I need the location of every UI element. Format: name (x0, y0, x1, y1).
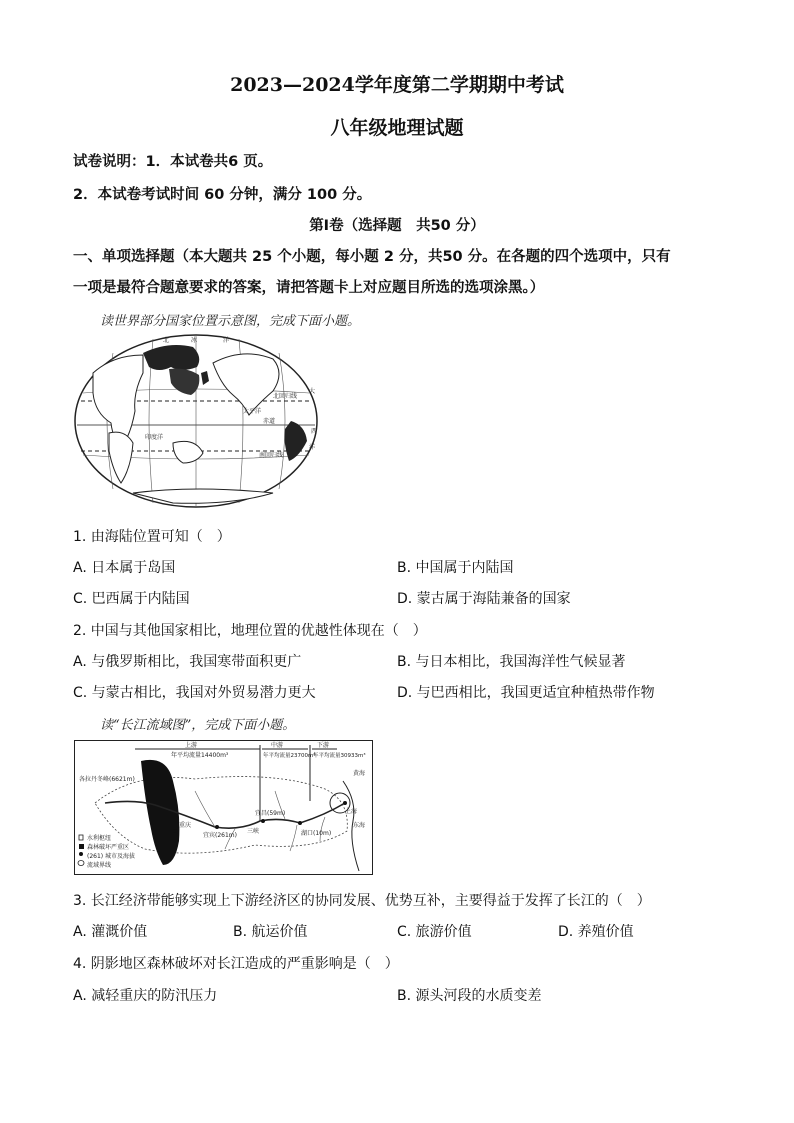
section-intro-line-1: 一、单项选择题（本大题共 25 个小题，每小题 2 分，共50 分。在各题的四个选项中，只有 (73, 249, 671, 265)
q1-option-d[interactable]: D. 蒙古属于海陆兼备的国家 (397, 591, 571, 607)
map-label-indian: 印度洋 (145, 434, 164, 441)
question-2-stem: 2. 中国与其他国家相比，地理位置的优越性体现在（ ） (73, 623, 427, 639)
group2-hint: 读“长江流域图”，完成下面小题。 (100, 718, 296, 733)
label-middle: 中游 (271, 742, 284, 749)
instruction-line-1: 试卷说明：1．本试卷共6 页。 (73, 154, 273, 170)
label-sanxia: 三峡 (247, 828, 260, 835)
label-flow-middle: 年平均流量23700m³ (263, 753, 316, 759)
q3-option-b[interactable]: B. 航运价值 (233, 924, 308, 940)
yangtze-map-figure (74, 740, 373, 875)
label-flow-upper: 年平均流量14400m³ (171, 752, 229, 759)
map-label-equator: 赤道 (263, 418, 276, 425)
label-yellow-sea: 黄海 (353, 770, 366, 777)
q2-option-d[interactable]: D. 与巴西相比，我国更适宜种植热带作物 (397, 685, 655, 701)
label-peak: 各拉丹冬峰(6621m) (79, 776, 135, 783)
label-chongqing: 重庆 (179, 822, 192, 829)
instruction-line-2: 2．本试卷考试时间 60 分钟，满分 100 分。 (73, 187, 372, 203)
q2-option-b[interactable]: B. 与日本相比，我国海洋性气候显著 (397, 654, 626, 670)
label-yibin: 宜宾(261m) (203, 832, 237, 839)
label-upper: 上游 (185, 742, 198, 749)
q1-option-a[interactable]: A. 日本属于岛国 (73, 560, 176, 576)
exam-title: 2023—2024学年度第二学期期中考试 (230, 74, 564, 96)
group1-hint: 读世界部分国家位置示意图，完成下面小题。 (100, 314, 361, 329)
world-map-figure (73, 333, 320, 509)
q4-option-a[interactable]: A. 减轻重庆的防汛压力 (73, 988, 218, 1004)
question-1-stem: 1. 由海陆位置可知（ ） (73, 529, 231, 545)
label-yichang: 宜昌(59m) (255, 810, 286, 817)
q3-option-c[interactable]: C. 旅游价值 (397, 924, 472, 940)
map-label-bing: 冰 (191, 337, 198, 344)
section-intro-line-2: 一项是最符合题意要求的答案，请把答题卡上对应题目所选的选项涂黑。） (73, 280, 545, 296)
label-shanghai: 上海 (345, 808, 358, 815)
legend-city: (261) 城市及海拔 (87, 853, 136, 860)
legend-dam: 水利枢纽 (87, 835, 112, 842)
label-lower: 下游 (317, 742, 330, 749)
yangtze-map-image (75, 741, 371, 873)
q2-option-c[interactable]: C. 与蒙古相比，我国对外贸易潜力更大 (73, 685, 316, 701)
map-label-pacific: 太平洋 (243, 408, 262, 415)
label-hukou: 湖口(10m) (301, 830, 332, 837)
q2-option-a[interactable]: A. 与俄罗斯相比，我国寒带面积更广 (73, 654, 302, 670)
map-label-bei: 北 (163, 337, 170, 344)
q4-option-b[interactable]: B. 源头河段的水质变差 (397, 988, 542, 1004)
exam-subtitle: 八年级地理试题 (330, 117, 464, 139)
map-label-tropic-north: 北回归线 (273, 393, 298, 400)
label-east-sea: 东海 (353, 822, 366, 829)
legend-forest: 森林破坏严重区 (87, 844, 130, 851)
q1-option-c[interactable]: C. 巴西属于内陆国 (73, 591, 190, 607)
map-label-yang2: 洋 (309, 444, 316, 451)
legend-boundary: 流域界线 (87, 862, 112, 869)
q1-option-b[interactable]: B. 中国属于内陆国 (397, 560, 514, 576)
map-label-da: 大 (309, 388, 316, 395)
map-label-xi: 西 (311, 428, 318, 435)
question-3-stem: 3. 长江经济带能够实现上下游经济区的协同发展、优势互补，主要得益于发挥了长江的（ ） (73, 893, 651, 909)
question-4-stem: 4. 阴影地区森林破坏对长江造成的严重影响是（ ） (73, 956, 399, 972)
map-label-tropic-south: 南回归线 (259, 452, 284, 459)
q3-option-a[interactable]: A. 灌溉价值 (73, 924, 148, 940)
q3-option-d[interactable]: D. 养殖价值 (558, 924, 634, 940)
section-title: 第Ⅰ卷（选择题 共50 分） (309, 218, 485, 234)
world-map-image (73, 333, 320, 509)
label-flow-lower: 年平均流量30933m³ (313, 753, 366, 759)
map-label-yang: 洋 (223, 337, 230, 344)
